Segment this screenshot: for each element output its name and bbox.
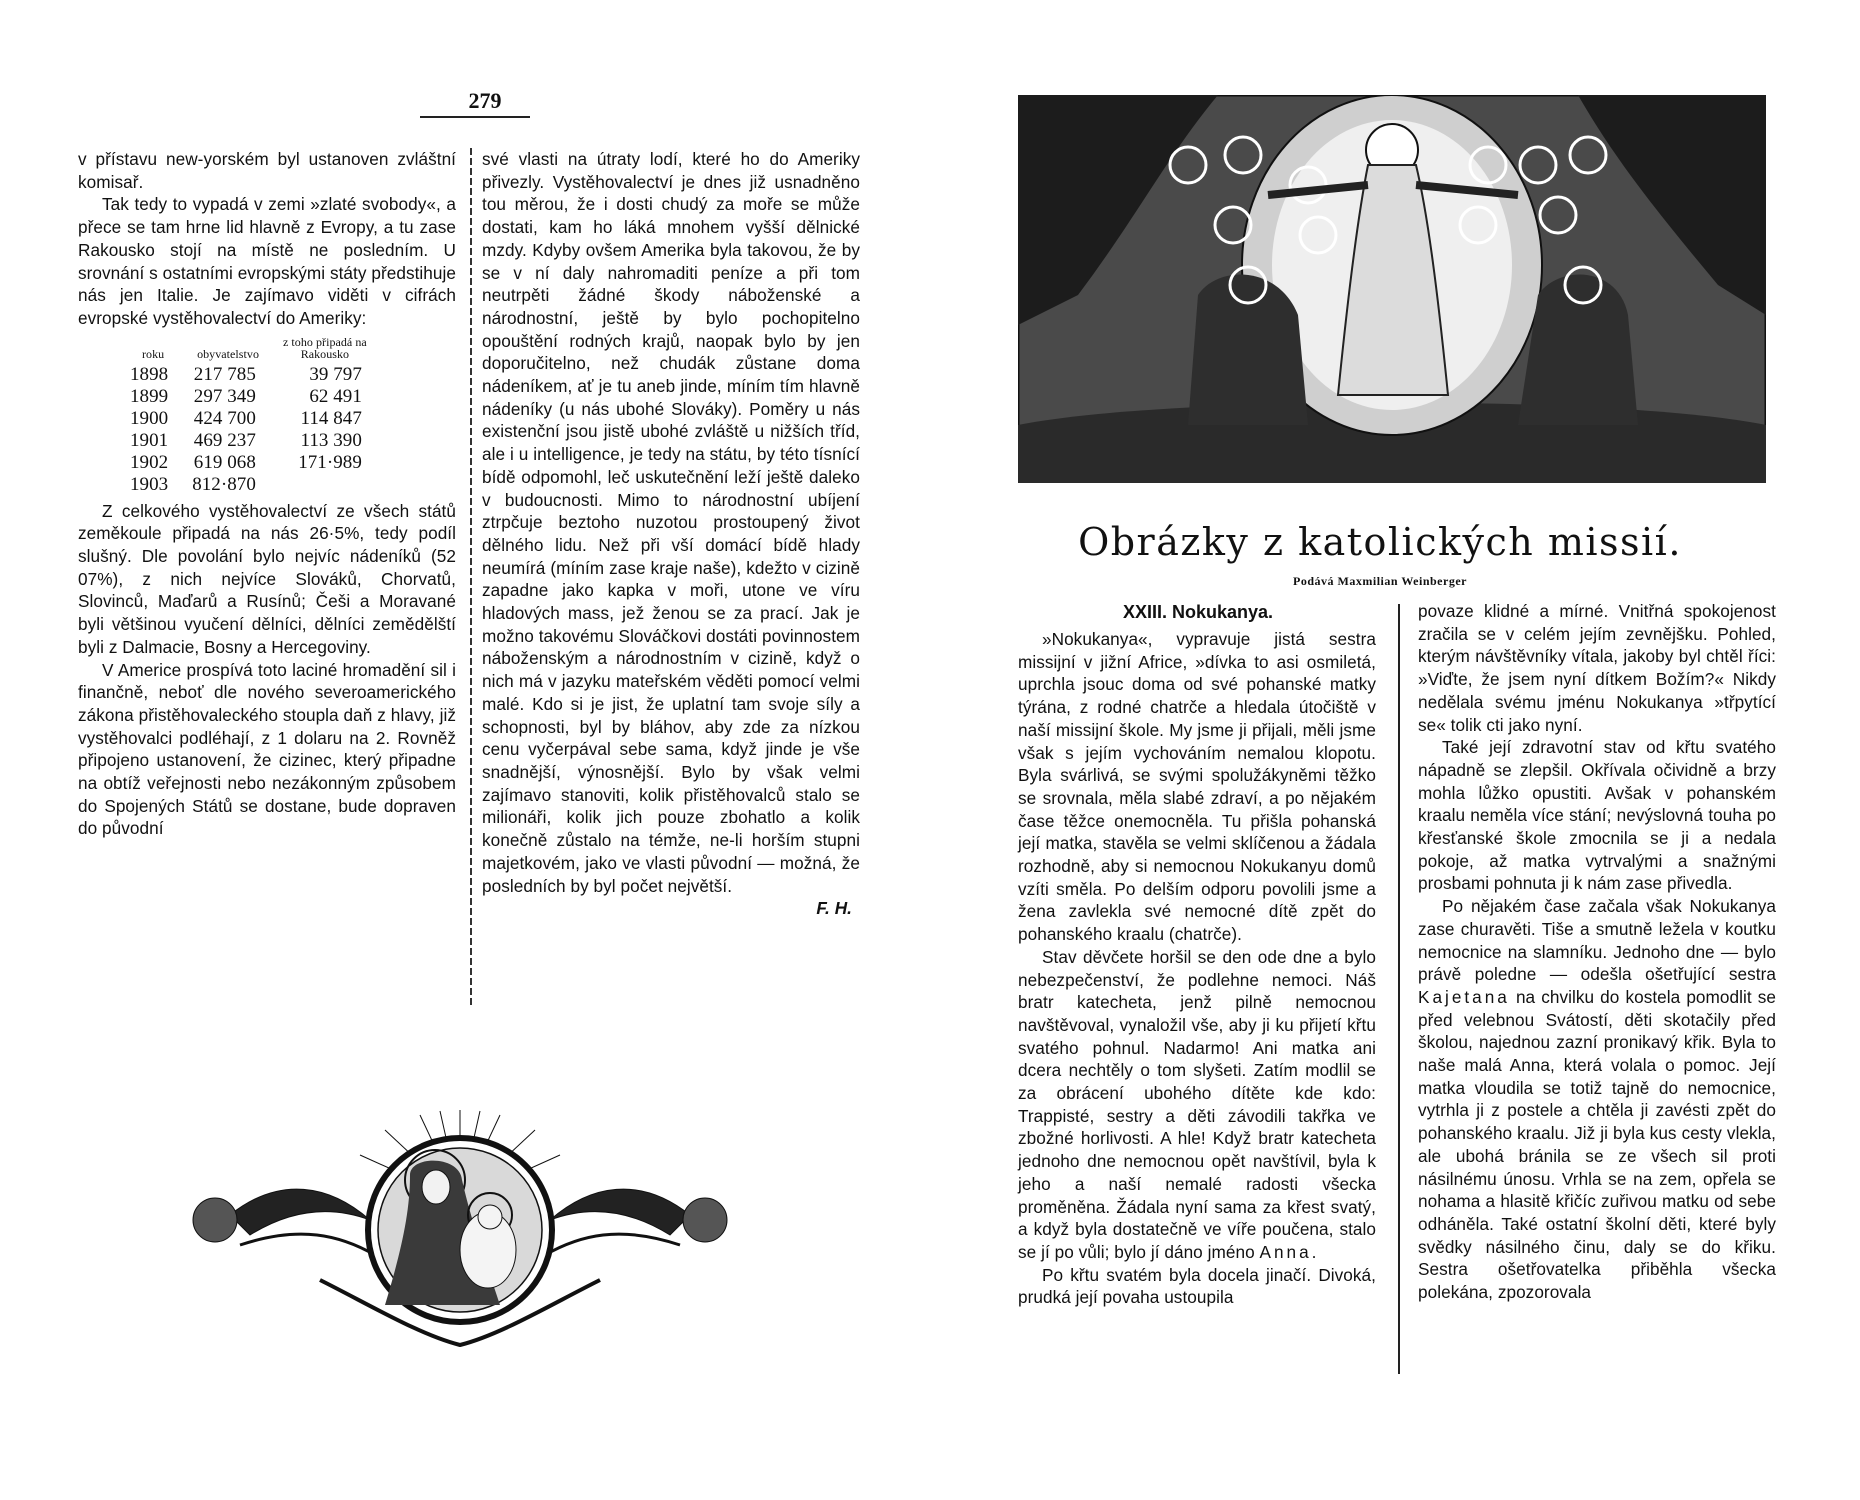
name-anna: Anna (1259, 1241, 1312, 1262)
paragraph: Stav děvčete horšil se den ode dne a bylo nebezpečenství, že podlehne nemoci. Náš bratr katecheta, jenž pilně nemocnou navštěvoval, vynaložil vše, aby ji ku přijetí křtu svatého pohnul. Nadarmo! Ani matka ani dcera nechtěly o tom slyšeti. Zatím modlil se za obrácení ubohého dítěte kde kdo: Trappisté, sestry a děti závodili takřka ve zbožné horlivosti. A hle! Když bratr katecheta jednoho dne nemocnou opět navštívil, byla k jeho a naší nemalé radosti všecka proměněna. Žádala nyní sama za křest svatý, a když byla dostatečně ve víře poučena, stalo se jí po vůli; bylo jí dáno jméno Anna. (1018, 946, 1376, 1262)
table-cell: 1901 (130, 429, 169, 451)
paragraph: V Americe prospívá toto laciné hromadění sil i finančně, neboť dle nového severoamerického zákona přistěhovaleckého stoupla daň z hlavy, již vystěhovalci podléhají, z 1 dolaru na 2. Rovněž připojeno ustanovení, že cizinec, který připadne na obtíž veřejnosti nebo nezákonným způsobem do Spojených Států se dostane, bude dopraven do původní (78, 659, 456, 839)
byline: Podává Maxmilian Weinberger (1293, 574, 1467, 588)
table-header: roku (142, 346, 165, 361)
table-cell: 1902 (130, 451, 169, 473)
table-cell: 619 068 (193, 451, 256, 473)
table-cell: 1903 (130, 473, 169, 495)
column-divider (1398, 604, 1400, 1374)
table-cell: 113 390 (300, 429, 362, 451)
table-cell: 424 700 (193, 407, 256, 429)
right-column-1 (1018, 628, 1376, 1309)
paragraph-text: Stav děvčete horšil se den ode dne a bylo nebezpečenství, že podlehne nemoci. Náš bratr katecheta, jenž pilně nemocnou navštěvoval, vynaložil vše, aby ji ku přijetí křtu svatého pohnul. Nadarmo! Ani matka ani dcera nechtěly o tom slyšeti. Zatím modlil se za obrácení ubohého dítěte kde kdo: Trappisté, sestry a děti závodili takřka ve zbožné horlivosti. A hle! Když bratr katecheta jednoho dne nemocnou opět navštívil, byla k jeho a naší nemalé radosti všecka proměněna. Žádala nyní sama za křest svatý, a když byla dostatečně ve víře poučena, stalo se jí po vůli; bylo jí dáno jméno (1018, 946, 1376, 1262)
table-cell: 1899 (130, 385, 169, 407)
table-cell: 114 847 (300, 407, 362, 429)
right-column-2 (1418, 600, 1776, 1304)
paragraph: povaze klidné a mírné. Vnitřná spokojenost zračila se v celém jejím zevnějšku. Pohled, kterým návštěvníky vítala, jakoby byl chtěl říci: »Viďte, že jsem nyní dítkem Božím?« Nikdy nedělala svému jménu Nokukanya »třpytící se« tolik cti jako nyní. (1418, 601, 1776, 735)
name-kajetana: Kajetana (1418, 986, 1510, 1007)
paragraph: své vlasti na útraty lodí, které ho do Ameriky přivezly. Vystěhovalectví je dnes již usnadněno tou měrou, že i dosti chudý za moře se může dostati, kam ho láká mnohem vyšší dělnické mzdy. Kdyby ovšem Amerika byla takovou, že by se v ní daly nahromaditi peníze a při tom neutrpěti žádné škody náboženské a národnostní, ještě by bylo pochopitelno opouštění rodných krajů, naopak bylo by jen doporučitelno, než chudák zůstane doma nádeníkem, ať je tu aneb jinde, míním tím hlavně nádeníky (u nás ubohé Slováky). Poměry u nás existenční jsou jistě ubohé zvláště u nižších tříd, ale i u intelligence, je tedy na státu, by této tísnící bídě odpomohl, leč uskutečnění leží ještě daleko v budoucnosti. Mimo to národnostní ubíjení ztrpčuje beztoho nuzotou prostoupený život dělného lidu. Než při vší domácí bídě hlady neumírá (míním zase kraje naše), kdežto v cizině zapadne jako kapka v moři, utone ve víru hladových mass, jež ženou se za prací. Jak je možno takovému Slováčkovi dostáti povinnostem náboženským a národnostním v cizině, když o nich má v jazyku mateřském věděti pomocí velmi malé. Kdo si je jist, že uplatní tam svoje síly a schopnosti, byl by bláhov, aby zde za nízkou cenu vyčerpával sebe sama, když jinde je vše snadnější, výnosnější. Bylo by však velmi zajímavo stanoviti, kolik přistěhovalců stalo se milionáři, kolik jich pouze zbohatlo a kolik konečně zůstalo na témže, ne-li horším stupni majetkovém, jako ve vlasti původní — možná, že posledních by byl počet největší. (482, 149, 860, 896)
section-heading: XXIII. Nokukanya. (1122, 602, 1274, 622)
transfiguration-illustration (1018, 95, 1766, 483)
page-number: 279 (468, 88, 502, 113)
table-cell: 39 797 (309, 363, 362, 385)
paragraph: Z celkového vystěhovalectví ze všech států zeměkoule připadá na nás 26·5%, tedy podíl slušný. Dle povolání bylo nejvíc nádeníků (52 07%), z nich nejvíce Slováků, Chorvatů, Slovinců, Maďarů a Rusínů; Češi a Moravané byli většinou vyučení dělníci, dělníci zemědělští byli z Dalmacie, Bosny a Hercegoviny. (78, 500, 456, 657)
paragraph: Také její zdravotní stav od křtu svatého nápadně se zlepšil. Okřívala očividně a brzy mohla lůžko opustiti. Avšak v pohanském kraalu neměla více stání; nevýslovná touha po křesťanské škole zmocnila se ji a nedala pokoje, až matka vytrvalými a snažnými prosbami pohnuta ji k nám zase přivedla. (1418, 737, 1776, 894)
table-cell: 217 785 (193, 363, 256, 385)
paragraph: Po křtu svatém byla docela jinačí. Divoká, prudká její povaha ustoupila (1018, 1264, 1376, 1308)
author-signature: F. H. (816, 898, 852, 919)
paragraph (1418, 895, 1776, 1304)
table-cell: 297 349 (193, 385, 256, 407)
paragraph: Tak tedy to vypadá v zemi »zlaté svobody«, a přece se tam hrne lid hlavně z Evropy, a tu zase Rakousko stojí na místě ne posledním. U srovnání s ostatními evropskými státy předstihuje nás jen Italie. Je zajímavo viděti v cifrách evropské vystěhovalectví do Ameriky: (78, 194, 456, 328)
paragraph-text: Po nějakém čase začala však Nokukanya zase churavěti. Tiše a smutně ležela v koutku nemocnice na slamníku. Jednoho dne — bylo právě poledne — odešla ošetřující sestra (1418, 896, 1776, 985)
table-cell: 1898 (130, 363, 169, 385)
table-cell: 62 491 (309, 385, 362, 407)
paragraph-text: na chvilku do kostela pomodlit se před velebnou Svátostí, děti skotačily před školou, najednou zazní pronikavý křik. Byla to naše malá Anna, která volala o pomoc. Její matka vloudila se totiž tajně do nemocnice, vytrhla ji z postele a chtěla ji zavésti zpět do pohanského kraalu. Již ji byla kus cesty vlekla, ale ubohá bránila se ze všech sil proti násilnému únosu. Vrhla se na zem, opřela se nohama a hlasitě křičíc zuřivou matku od sebe odháněla. Také ostatní školní děti, které byly svědky násilného činu, daly se do křiku. Sestra ošetřovatelka přiběhla všecka polekána, zpozorovala (1418, 986, 1777, 1303)
paragraph: v přístavu new-yorském byl ustanoven zvláštní komisař. (78, 149, 456, 192)
table-header: z toho připadá na Rakousko (282, 334, 367, 361)
article-title: Obrázky z katolických missií. (1078, 520, 1682, 564)
table-header: obyvatelstvo (197, 346, 260, 361)
paragraph: »Nokukanya«, vypravuje jistá sestra missijní v jižní Africe, »dívka to asi osmiletá, uprchla jsouc doma od své pohanské matky týrána, z rodné chatrče a hledala útočiště v naší missijní škole. My jsme ji přijali, měli jsme však s jejím vychováním nemalou klopotu. Byla svárlivá, se svými spolužákyněmi těžko se srovnala, měla slabé zdraví, a po nějakém čase těžce onemocněla. Tu přišla pohanská její matka, stavěla se velmi sklíčenou a žádala rozhodně, aby si nemocnou Nokukanyu domů vzíti směla. Po delším odporu povolili jsme a žena zavlekla své nemocné dítě zpět do pohanského kraalu (chatrče). (1018, 629, 1376, 945)
table-cell: 469 237 (193, 429, 256, 451)
table-cell: 1900 (130, 407, 169, 429)
table-cell: 171·989 (298, 451, 362, 473)
table-cell: 812·870 (192, 473, 256, 495)
